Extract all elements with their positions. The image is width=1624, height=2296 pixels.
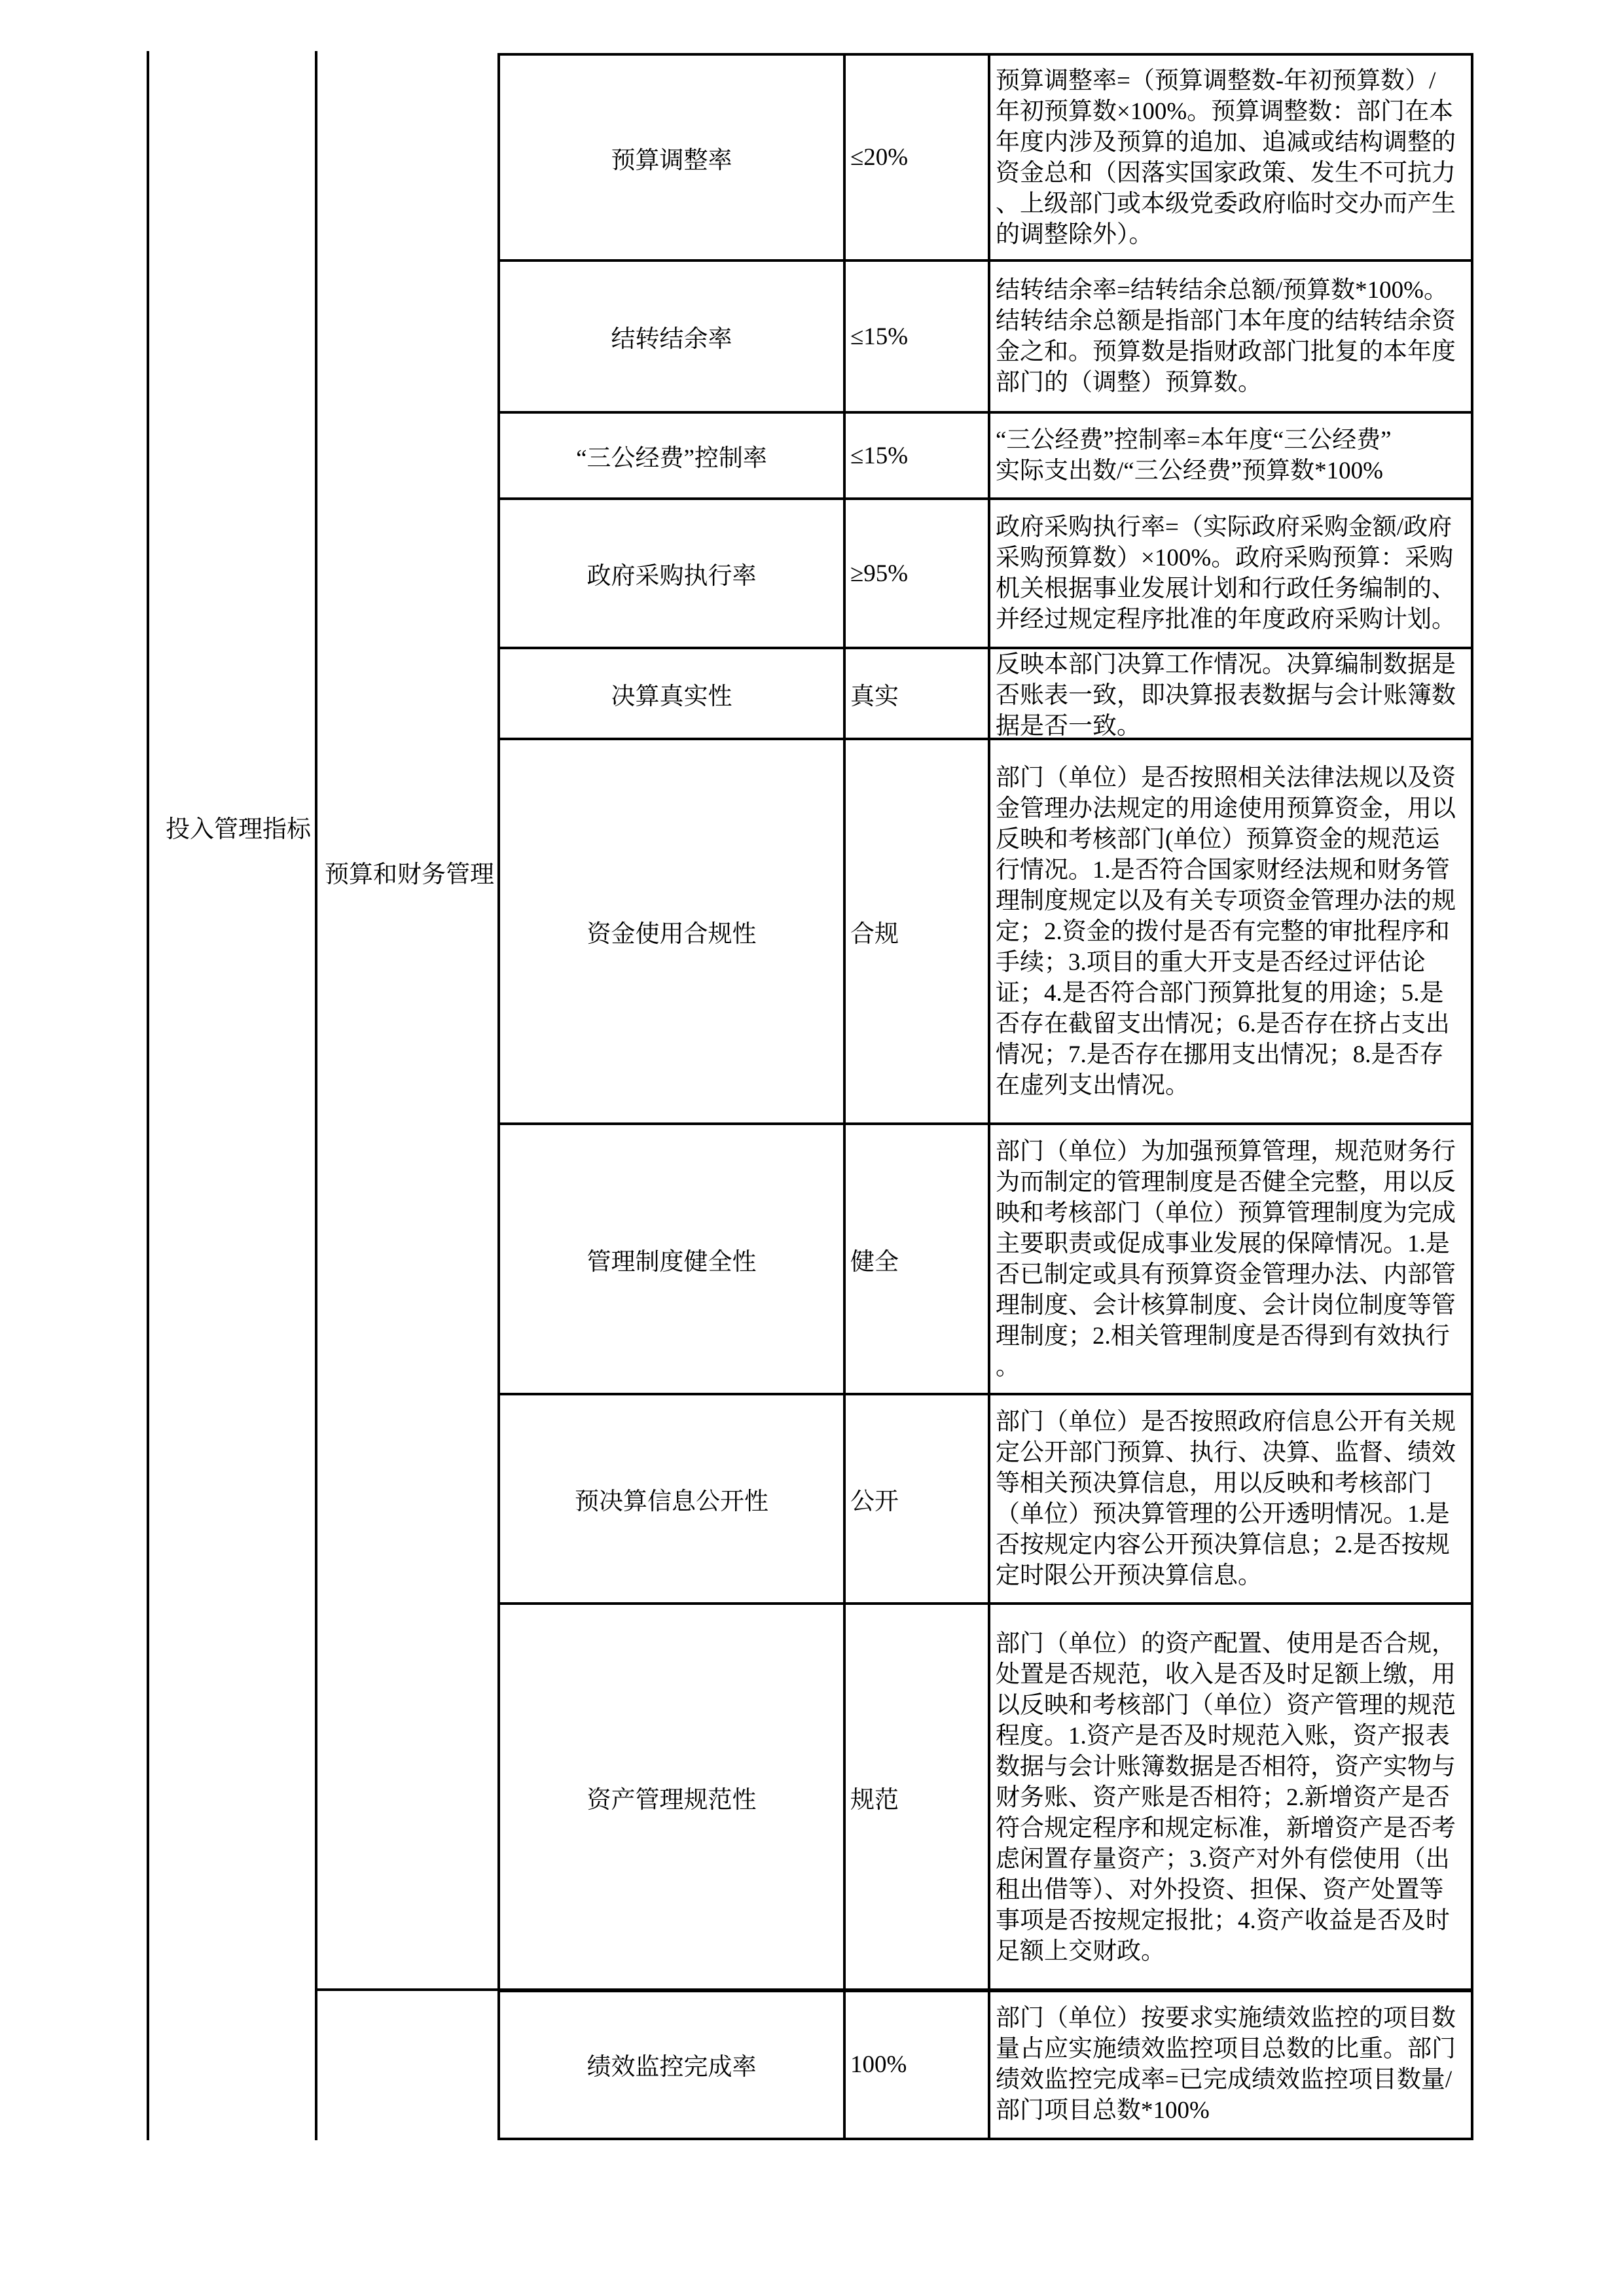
explanation-line: 租出借等）、对外投资、担保、资产处置等 bbox=[996, 1876, 1444, 1903]
explanation-line: 否存在截留支出情况；6.是否存在挤占支出 bbox=[996, 1010, 1450, 1037]
indicator-name: 结转结余率 bbox=[611, 326, 732, 353]
explanation-line: 事项是否按规定报批；4.资产收益是否及时 bbox=[996, 1907, 1450, 1934]
target-value-cell bbox=[843, 1605, 988, 1990]
explanation-cell bbox=[988, 56, 1471, 259]
explanation-line: 并经过规定程序批准的年度政府采购计划。 bbox=[996, 606, 1456, 633]
explanation-cell bbox=[988, 500, 1471, 647]
explanation-line: 年度内涉及预算的追加、追减或结构调整的 bbox=[996, 128, 1456, 156]
target-value: 规范 bbox=[850, 1787, 899, 1814]
explanation-text bbox=[996, 512, 1470, 635]
level2-column-rule bbox=[315, 51, 317, 2140]
explanation-line: 部门（单位）为加强预算管理，规范财务行 bbox=[996, 1138, 1456, 1165]
target-value-cell bbox=[843, 56, 988, 259]
target-value-cell bbox=[843, 414, 988, 497]
explanation-text bbox=[996, 2003, 1470, 2126]
indicator-name-cell bbox=[500, 1991, 843, 2138]
explanation-line: 理制度；2.相关管理制度是否得到有效执行 bbox=[996, 1322, 1450, 1350]
explanation-line: 资金总和（因落实国家政策、发生不可抗力 bbox=[996, 159, 1456, 187]
explanation-line: 在虚列支出情况。 bbox=[996, 1071, 1189, 1099]
target-value: 健全 bbox=[850, 1248, 899, 1276]
target-value: ≥95% bbox=[850, 560, 909, 587]
explanation-cell bbox=[988, 1605, 1471, 1990]
indicator-name: 决算真实性 bbox=[611, 683, 732, 710]
explanation-text bbox=[996, 1407, 1470, 1591]
indicator-name-cell bbox=[500, 740, 843, 1122]
indicator-name-cell bbox=[500, 262, 843, 411]
indicator-name-cell bbox=[500, 414, 843, 497]
explanation-line: 、上级部门或本级党委政府临时交办而产生 bbox=[996, 190, 1456, 217]
explanation-text bbox=[996, 649, 1470, 738]
target-value: 100% bbox=[850, 2051, 907, 2078]
explanation-line: 金之和。预算数是指财政部门批复的本年度 bbox=[996, 338, 1456, 365]
indicator-name: 预算调整率 bbox=[611, 147, 732, 174]
indicator-name: 资产管理规范性 bbox=[586, 1787, 757, 1814]
indicator-name: 绩效监控完成率 bbox=[586, 2054, 757, 2081]
explanation-text bbox=[996, 275, 1470, 398]
explanation-line: 证；4.是否符合部门预算批复的用途；5.是 bbox=[996, 979, 1444, 1007]
explanation-line: 处置是否规范，收入是否及时足额上缴，用 bbox=[996, 1660, 1456, 1688]
indicator-name-cell bbox=[500, 1605, 843, 1990]
explanation-line: 足额上交财政。 bbox=[996, 1937, 1165, 1965]
explanation-line: 实际支出数/“三公经费”预算数*100% bbox=[996, 457, 1383, 484]
explanation-line: 行情况。1.是否符合国家财经法规和财务管 bbox=[996, 856, 1450, 884]
indicator-row bbox=[497, 259, 1473, 414]
explanation-cell bbox=[988, 262, 1471, 411]
explanation-text bbox=[996, 1628, 1470, 1967]
explanation-line: 采购预算数）×100%。政府采购预算：采购 bbox=[996, 545, 1454, 571]
explanation-line: 符合规定程序和规定标准，新增资产是否考 bbox=[996, 1814, 1456, 1842]
explanation-cell bbox=[988, 1991, 1471, 2138]
explanation-cell bbox=[988, 1125, 1471, 1393]
explanation-line: 否已制定或具有预算资金管理办法、内部管 bbox=[996, 1261, 1456, 1288]
explanation-line: 结转结余率=结转结余总额/预算数*100%。 bbox=[996, 277, 1448, 304]
indicator-row bbox=[497, 1988, 1473, 2140]
level1-indicator-label: 投入管理指标 bbox=[166, 816, 311, 843]
explanation-line: 否按规定内容公开预决算信息；2.是否按规 bbox=[996, 1532, 1450, 1558]
explanation-line: 部门（单位）是否按照相关法律法规以及资 bbox=[996, 764, 1456, 791]
explanation-line: 机关根据事业发展计划和行政任务编制的、 bbox=[996, 575, 1456, 602]
explanation-line: 反映和考核部门(单位）预算资金的规范运 bbox=[996, 825, 1440, 853]
indicator-row bbox=[497, 1122, 1473, 1395]
target-value-cell bbox=[843, 649, 988, 738]
explanation-line: 结转结余总额是指部门本年度的结转结余资 bbox=[996, 308, 1456, 334]
explanation-line: 以反映和考核部门（单位）资产管理的规范 bbox=[996, 1691, 1456, 1719]
explanation-line: 部门（单位）是否按照政府信息公开有关规 bbox=[996, 1408, 1456, 1435]
explanation-line: 主要职责或促成事业发展的保障情况。1.是 bbox=[996, 1230, 1450, 1257]
explanation-line: 情况；7.是否存在挪用支出情况；8.是否存 bbox=[996, 1041, 1444, 1068]
explanation-text bbox=[996, 1136, 1470, 1382]
explanation-line: 年初预算数×100%。预算调整数：部门在本 bbox=[996, 98, 1454, 125]
explanation-line: 部门项目总数*100% bbox=[996, 2097, 1210, 2124]
explanation-cell bbox=[988, 1395, 1471, 1602]
explanation-cell bbox=[988, 649, 1471, 738]
explanation-line: “三公经费”控制率=本年度“三公经费” bbox=[996, 427, 1392, 454]
explanation-line: 财务账、资产账是否相符；2.新增资产是否 bbox=[996, 1784, 1450, 1811]
explanation-text bbox=[996, 762, 1470, 1101]
explanation-line: 据是否一致。 bbox=[996, 713, 1141, 738]
explanation-text bbox=[996, 425, 1470, 486]
indicator-row bbox=[497, 1602, 1473, 1992]
level2-cell-divider bbox=[315, 1988, 499, 1991]
indicator-row bbox=[497, 497, 1473, 649]
explanation-line: 虑闲置存量资产；3.资产对外有偿使用（出 bbox=[996, 1845, 1450, 1873]
explanation-line: 定公开部门预算、执行、决算、监督、绩效 bbox=[996, 1439, 1456, 1466]
explanation-line: 为而制定的管理制度是否健全完整，用以反 bbox=[996, 1168, 1456, 1196]
indicator-name: 管理制度健全性 bbox=[586, 1248, 757, 1276]
target-value-cell bbox=[843, 262, 988, 411]
indicator-row bbox=[497, 53, 1473, 262]
explanation-cell bbox=[988, 740, 1471, 1122]
explanation-line: 预算调整率=（预算调整数-年初预算数）/ bbox=[996, 67, 1436, 94]
target-value-cell bbox=[843, 500, 988, 647]
level1-column-rule bbox=[147, 51, 149, 2140]
target-value: 真实 bbox=[850, 683, 899, 710]
explanation-line: 金管理办法规定的用途使用预算资金，用以 bbox=[996, 795, 1456, 822]
indicator-name-cell bbox=[500, 1395, 843, 1602]
target-value-cell bbox=[843, 1395, 988, 1602]
explanation-text bbox=[996, 65, 1470, 250]
explanation-line: 政府采购执行率=（实际政府采购金额/政府 bbox=[996, 514, 1453, 541]
explanation-line: 理制度规定以及有关专项资金管理办法的规 bbox=[996, 887, 1456, 914]
target-value-cell bbox=[843, 1991, 988, 2138]
target-value: ≤15% bbox=[850, 323, 909, 350]
target-value-cell bbox=[843, 740, 988, 1122]
indicator-name: 政府采购执行率 bbox=[586, 563, 757, 590]
indicator-name-cell bbox=[500, 1125, 843, 1393]
indicator-name: “三公经费”控制率 bbox=[576, 445, 767, 472]
explanation-line: 程度。1.资产是否及时规范入账，资产报表 bbox=[996, 1722, 1450, 1749]
explanation-line: 绩效监控完成率=已完成绩效监控项目数量/ bbox=[996, 2066, 1453, 2093]
explanation-line: 反映本部门决算工作情况。决算编制数据是 bbox=[996, 651, 1456, 678]
explanation-line: 量占应实施绩效监控项目总数的比重。部门 bbox=[996, 2036, 1456, 2062]
target-value: 合规 bbox=[850, 921, 899, 948]
indicator-row bbox=[497, 411, 1473, 500]
indicator-row bbox=[497, 647, 1473, 740]
explanation-line: 理制度、会计核算制度、会计岗位制度等管 bbox=[996, 1291, 1456, 1319]
explanation-line: 定；2.资金的拨付是否有完整的审批程序和 bbox=[996, 918, 1450, 945]
explanation-line: 映和考核部门（单位）预算管理制度为完成 bbox=[996, 1199, 1456, 1227]
explanation-line: 部门的（调整）预算数。 bbox=[996, 369, 1262, 396]
indicator-name: 预决算信息公开性 bbox=[575, 1488, 768, 1515]
explanation-line: 否账表一致，即决算报表数据与会计账簿数 bbox=[996, 682, 1456, 709]
explanation-line: 。 bbox=[996, 1353, 1020, 1380]
explanation-line: 定时限公开预决算信息。 bbox=[996, 1562, 1262, 1589]
indicator-row bbox=[497, 738, 1473, 1125]
indicator-name: 资金使用合规性 bbox=[586, 921, 757, 948]
indicator-name-cell bbox=[500, 649, 843, 738]
explanation-line: 的调整除外）。 bbox=[996, 221, 1153, 248]
explanation-line: 手续；3.项目的重大开支是否经过评估论 bbox=[996, 948, 1426, 976]
target-value: ≤20% bbox=[850, 144, 909, 171]
target-value: 公开 bbox=[850, 1488, 899, 1515]
level2-indicator-label: 预算和财务管理 bbox=[325, 861, 494, 888]
indicator-row bbox=[497, 1393, 1473, 1605]
explanation-line: 数据与会计账簿数据是否相符，资产实物与 bbox=[996, 1753, 1456, 1780]
target-value: ≤15% bbox=[850, 442, 909, 469]
explanation-line: 部门（单位）的资产配置、使用是否合规， bbox=[996, 1630, 1456, 1657]
explanation-line: 等相关预决算信息，用以反映和考核部门 bbox=[996, 1470, 1432, 1497]
explanation-cell bbox=[988, 414, 1471, 497]
target-value-cell bbox=[843, 1125, 988, 1393]
indicator-name-cell bbox=[500, 500, 843, 647]
explanation-line: 部门（单位）按要求实施绩效监控的项目数 bbox=[996, 2005, 1456, 2032]
indicator-name-cell bbox=[500, 56, 843, 259]
explanation-line: （单位）预决算管理的公开透明情况。1.是 bbox=[996, 1501, 1450, 1528]
